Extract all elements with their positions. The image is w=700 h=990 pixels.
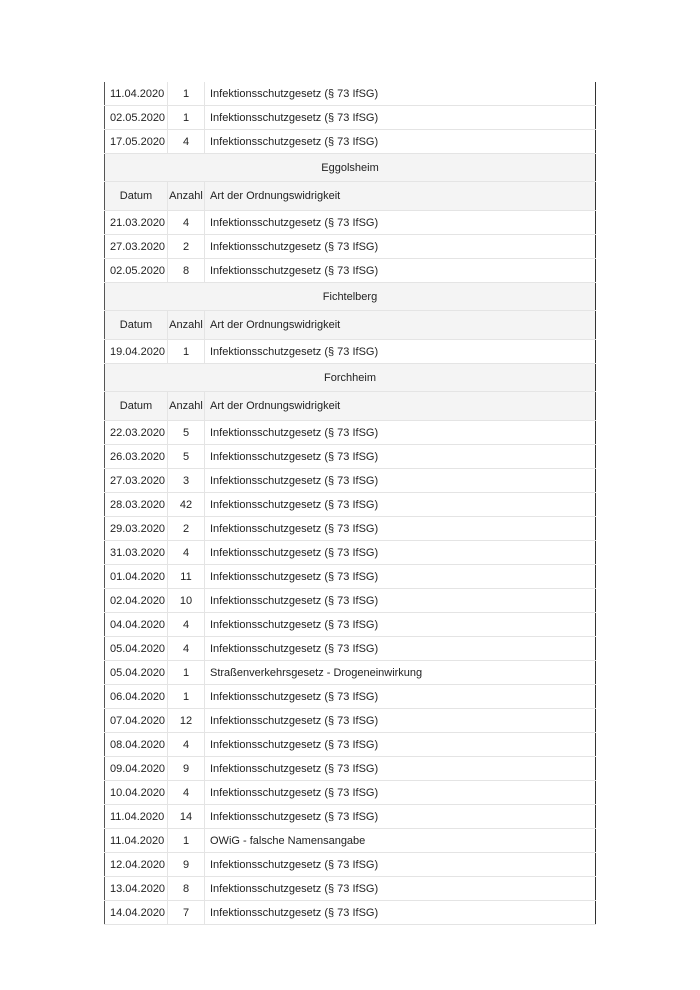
date-cell: 31.03.2020 (105, 541, 168, 565)
offense-type-cell: Infektionsschutzgesetz (§ 73 IfSG) (205, 340, 596, 364)
offense-type-cell: Infektionsschutzgesetz (§ 73 IfSG) (205, 211, 596, 235)
count-cell: 4 (168, 211, 205, 235)
date-cell: 22.03.2020 (105, 421, 168, 445)
count-cell: 8 (168, 877, 205, 901)
column-header-offense-type: Art der Ordnungswidrigkeit (205, 311, 596, 340)
offense-type-cell: Infektionsschutzgesetz (§ 73 IfSG) (205, 637, 596, 661)
count-cell: 4 (168, 733, 205, 757)
offense-type-cell: Infektionsschutzgesetz (§ 73 IfSG) (205, 565, 596, 589)
date-cell: 02.05.2020 (105, 106, 168, 130)
municipality-name: Fichtelberg (105, 283, 596, 311)
count-cell: 1 (168, 829, 205, 853)
table-row (105, 661, 596, 685)
offense-type-cell: Infektionsschutzgesetz (§ 73 IfSG) (205, 757, 596, 781)
offense-type-cell: Infektionsschutzgesetz (§ 73 IfSG) (205, 781, 596, 805)
offense-type-cell: OWiG - falsche Namensangabe (205, 829, 596, 853)
table-row (105, 421, 596, 445)
count-cell: 1 (168, 661, 205, 685)
municipality-section-header (105, 364, 596, 392)
table-row (105, 106, 596, 130)
offense-type-cell: Infektionsschutzgesetz (§ 73 IfSG) (205, 709, 596, 733)
date-cell: 02.04.2020 (105, 589, 168, 613)
date-cell: 10.04.2020 (105, 781, 168, 805)
count-cell: 14 (168, 805, 205, 829)
table-row (105, 493, 596, 517)
date-cell: 08.04.2020 (105, 733, 168, 757)
count-cell: 42 (168, 493, 205, 517)
table-row (105, 589, 596, 613)
offenses-table (104, 82, 596, 925)
offense-type-cell: Infektionsschutzgesetz (§ 73 IfSG) (205, 733, 596, 757)
date-cell: 13.04.2020 (105, 877, 168, 901)
count-cell: 4 (168, 541, 205, 565)
column-header-row (105, 392, 596, 421)
date-cell: 11.04.2020 (105, 829, 168, 853)
offense-type-cell: Infektionsschutzgesetz (§ 73 IfSG) (205, 901, 596, 925)
column-header-date: Datum (105, 182, 168, 211)
offense-type-cell: Straßenverkehrsgesetz - Drogeneinwirkung (205, 661, 596, 685)
offense-type-cell: Infektionsschutzgesetz (§ 73 IfSG) (205, 853, 596, 877)
count-cell: 12 (168, 709, 205, 733)
column-header-row (105, 311, 596, 340)
offense-type-cell: Infektionsschutzgesetz (§ 73 IfSG) (205, 613, 596, 637)
table-row (105, 829, 596, 853)
column-header-date: Datum (105, 392, 168, 421)
count-cell: 7 (168, 901, 205, 925)
offense-type-cell: Infektionsschutzgesetz (§ 73 IfSG) (205, 445, 596, 469)
offense-type-cell: Infektionsschutzgesetz (§ 73 IfSG) (205, 106, 596, 130)
column-header-count: Anzahl (168, 182, 205, 211)
column-header-count: Anzahl (168, 392, 205, 421)
offenses-table-body (105, 82, 596, 925)
offense-type-cell: Infektionsschutzgesetz (§ 73 IfSG) (205, 589, 596, 613)
column-header-count: Anzahl (168, 311, 205, 340)
date-cell: 27.03.2020 (105, 235, 168, 259)
count-cell: 5 (168, 421, 205, 445)
date-cell: 05.04.2020 (105, 637, 168, 661)
table-row (105, 613, 596, 637)
date-cell: 14.04.2020 (105, 901, 168, 925)
date-cell: 06.04.2020 (105, 685, 168, 709)
count-cell: 4 (168, 637, 205, 661)
table-row (105, 637, 596, 661)
column-header-row (105, 182, 596, 211)
count-cell: 1 (168, 106, 205, 130)
count-cell: 1 (168, 340, 205, 364)
table-row (105, 781, 596, 805)
date-cell: 12.04.2020 (105, 853, 168, 877)
table-row (105, 805, 596, 829)
date-cell: 19.04.2020 (105, 340, 168, 364)
table-row (105, 757, 596, 781)
date-cell: 11.04.2020 (105, 82, 168, 106)
offense-type-cell: Infektionsschutzgesetz (§ 73 IfSG) (205, 259, 596, 283)
offense-type-cell: Infektionsschutzgesetz (§ 73 IfSG) (205, 82, 596, 106)
count-cell: 1 (168, 685, 205, 709)
offense-type-cell: Infektionsschutzgesetz (§ 73 IfSG) (205, 421, 596, 445)
count-cell: 4 (168, 781, 205, 805)
count-cell: 10 (168, 589, 205, 613)
date-cell: 01.04.2020 (105, 565, 168, 589)
table-row (105, 445, 596, 469)
table-row (105, 82, 596, 106)
column-header-offense-type: Art der Ordnungswidrigkeit (205, 182, 596, 211)
date-cell: 09.04.2020 (105, 757, 168, 781)
offense-type-cell: Infektionsschutzgesetz (§ 73 IfSG) (205, 517, 596, 541)
table-row (105, 340, 596, 364)
date-cell: 28.03.2020 (105, 493, 168, 517)
date-cell: 02.05.2020 (105, 259, 168, 283)
offense-type-cell: Infektionsschutzgesetz (§ 73 IfSG) (205, 130, 596, 154)
count-cell: 1 (168, 82, 205, 106)
date-cell: 04.04.2020 (105, 613, 168, 637)
count-cell: 11 (168, 565, 205, 589)
table-row (105, 235, 596, 259)
table-row (105, 469, 596, 493)
table-row (105, 901, 596, 925)
offense-type-cell: Infektionsschutzgesetz (§ 73 IfSG) (205, 493, 596, 517)
date-cell: 07.04.2020 (105, 709, 168, 733)
table-row (105, 517, 596, 541)
municipality-name: Eggolsheim (105, 154, 596, 182)
table-row (105, 733, 596, 757)
offense-type-cell: Infektionsschutzgesetz (§ 73 IfSG) (205, 685, 596, 709)
count-cell: 9 (168, 853, 205, 877)
offense-type-cell: Infektionsschutzgesetz (§ 73 IfSG) (205, 541, 596, 565)
table-row (105, 259, 596, 283)
offense-type-cell: Infektionsschutzgesetz (§ 73 IfSG) (205, 235, 596, 259)
offense-type-cell: Infektionsschutzgesetz (§ 73 IfSG) (205, 805, 596, 829)
date-cell: 21.03.2020 (105, 211, 168, 235)
municipality-name: Forchheim (105, 364, 596, 392)
count-cell: 2 (168, 517, 205, 541)
date-cell: 26.03.2020 (105, 445, 168, 469)
table-row (105, 853, 596, 877)
date-cell: 17.05.2020 (105, 130, 168, 154)
table-row (105, 541, 596, 565)
count-cell: 4 (168, 613, 205, 637)
offense-type-cell: Infektionsschutzgesetz (§ 73 IfSG) (205, 469, 596, 493)
count-cell: 5 (168, 445, 205, 469)
offense-type-cell: Infektionsschutzgesetz (§ 73 IfSG) (205, 877, 596, 901)
count-cell: 9 (168, 757, 205, 781)
count-cell: 4 (168, 130, 205, 154)
date-cell: 27.03.2020 (105, 469, 168, 493)
municipality-section-header (105, 283, 596, 311)
column-header-offense-type: Art der Ordnungswidrigkeit (205, 392, 596, 421)
table-row (105, 877, 596, 901)
table-row (105, 130, 596, 154)
table-row (105, 211, 596, 235)
municipality-section-header (105, 154, 596, 182)
column-header-date: Datum (105, 311, 168, 340)
table-row (105, 565, 596, 589)
count-cell: 8 (168, 259, 205, 283)
count-cell: 3 (168, 469, 205, 493)
date-cell: 11.04.2020 (105, 805, 168, 829)
table-row (105, 685, 596, 709)
date-cell: 05.04.2020 (105, 661, 168, 685)
table-row (105, 709, 596, 733)
date-cell: 29.03.2020 (105, 517, 168, 541)
count-cell: 2 (168, 235, 205, 259)
